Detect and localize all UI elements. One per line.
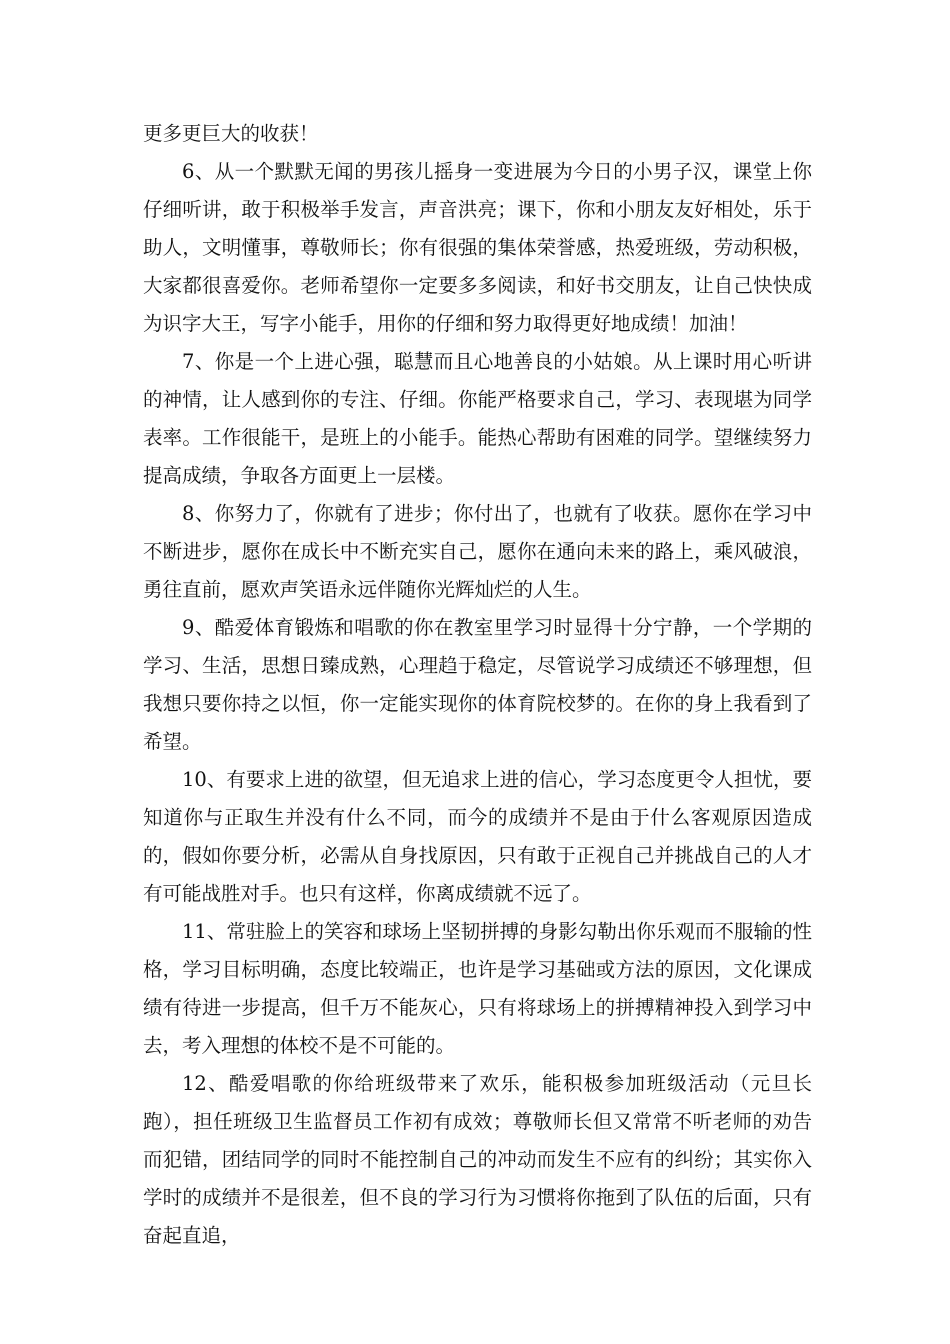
paragraph-comment-10: 10、有要求上进的欲望，但无追求上进的信心，学习态度更令人担忧，要知道你与正取生并没有什么不同，而今的成绩并不是由于什么客观原因造成的，假如你要分析，必需从自身找原因，只有敢于正视自己并挑战自己的人才有可能战胜对手。也只有这样，你离成绩就不远了。	[143, 768, 812, 905]
paragraph-comment-9: 9、酷爱体育锻炼和唱歌的你在教室里学习时显得十分宁静，一个学期的学习、生活，思想日臻成熟，心理趋于稳定，尽管说学习成绩还不够理想，但我想只要你持之以恒，你一定能实现你的体育院校梦的。在你的身上我看到了希望。	[143, 616, 812, 753]
paragraph-comment-6: 6、从一个默默无闻的男孩儿摇身一变进展为今日的小男子汉，课堂上你仔细听讲，敢于积极举手发言，声音洪亮；课下，你和小朋友友好相处，乐于助人，文明懂事，尊敬师长；你有很强的集体荣誉感，热爱班级，劳动积极，大家都很喜爱你。老师希望你一定要多多阅读，和好书交朋友，让自己快快成为识字大王，写字小能手，用你的仔细和努力取得更好地成绩！加油！	[143, 160, 812, 335]
paragraph-comment-7: 7、你是一个上进心强，聪慧而且心地善良的小姑娘。从上课时用心听讲的神情，让人感到你的专注、仔细。你能严格要求自己，学习、表现堪为同学表率。工作很能干，是班上的小能手。能热心帮助有困难的同学。望继续努力提高成绩，争取各方面更上一层楼。	[143, 350, 812, 487]
paragraph-comment-11: 11、常驻脸上的笑容和球场上坚韧拼搏的身影勾勒出你乐观而不服输的性格，学习目标明确，态度比较端正，也许是学习基础或方法的原因，文化课成绩有待进一步提高，但千万不能灰心，只有将球场上的拼搏精神投入到学习中去，考入理想的体校不是不可能的。	[143, 920, 812, 1057]
paragraph-continuation: 更多更巨大的收获！	[143, 122, 319, 145]
paragraph-comment-8: 8、你努力了，你就有了进步；你付出了，也就有了收获。愿你在学习中不断进步，愿你在成长中不断充实自己，愿你在通向未来的路上，乘风破浪，勇往直前，愿欢声笑语永远伴随你光辉灿烂的人生。	[143, 502, 812, 601]
paragraph-comment-12: 12、酷爱唱歌的你给班级带来了欢乐，能积极参加班级活动（元旦长跑），担任班级卫生监督员工作初有成效；尊敬师长但又常常不听老师的劝告而犯错，团结同学的同时不能控制自己的冲动而发生不应有的纠纷；其实你入学时的成绩并不是很差，但不良的学习行为习惯将你拖到了队伍的后面，只有奋起直追，	[143, 1072, 812, 1247]
document-body	[143, 115, 812, 1255]
